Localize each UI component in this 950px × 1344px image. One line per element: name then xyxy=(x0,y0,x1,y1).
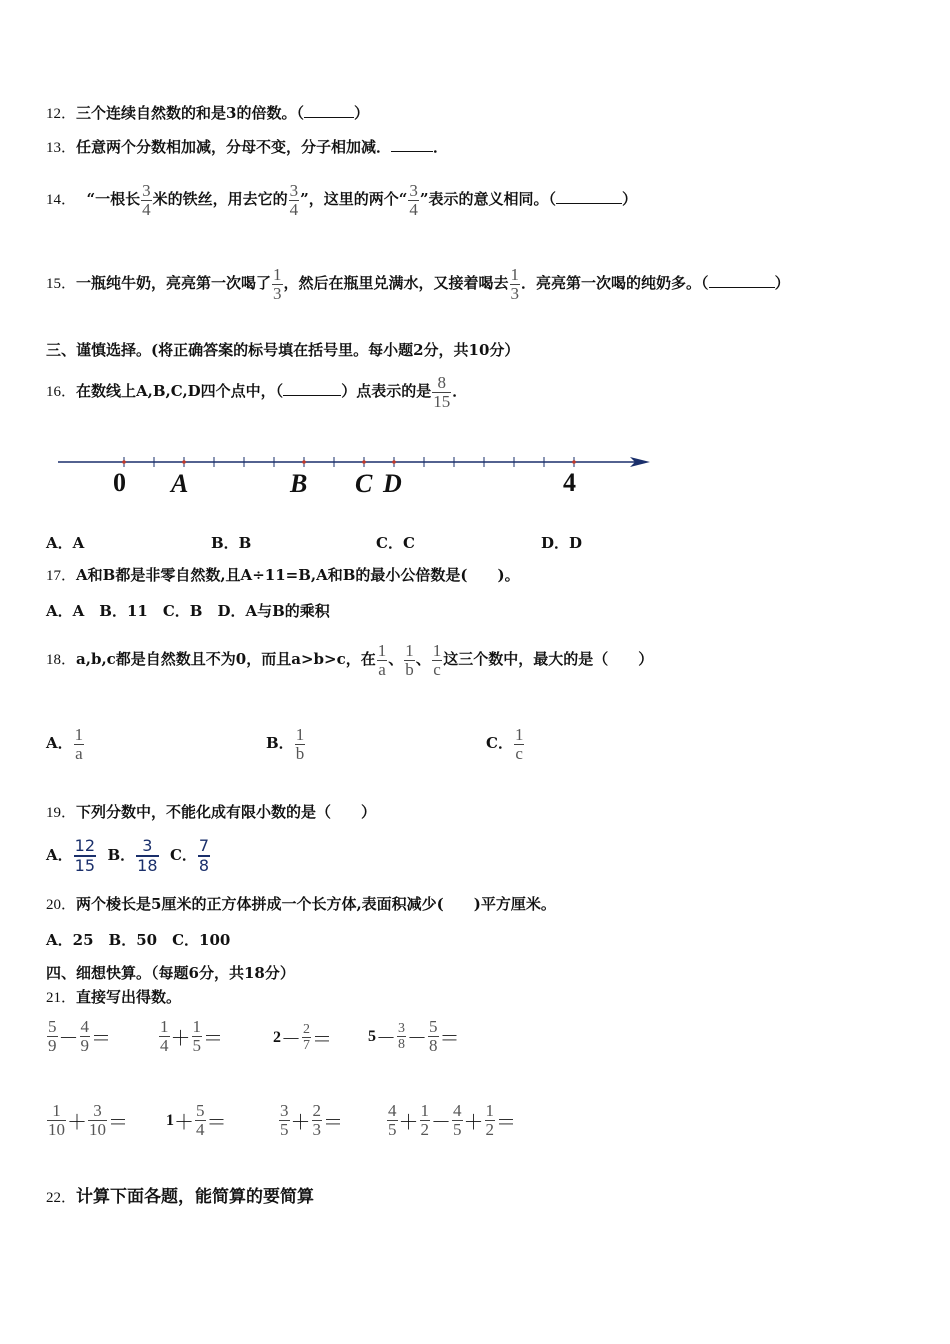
fraction-12-15[interactable] xyxy=(73,837,97,875)
numerator: 8 xyxy=(437,372,446,392)
fraction-3-18[interactable] xyxy=(135,837,159,875)
option-label-a[interactable]: A． xyxy=(46,846,73,864)
option-label: C． xyxy=(486,734,513,752)
numerator: 3 xyxy=(409,180,418,200)
question-19 xyxy=(46,803,376,822)
fraction: $\frac{2}{7}$ xyxy=(303,1022,310,1053)
text-part: 米的铁丝，用去它的 xyxy=(152,190,288,208)
question-17 xyxy=(46,566,520,585)
denominator: 8 xyxy=(198,856,210,875)
text-part: ．亮亮第一次喝的纯奶多。（ xyxy=(521,274,709,292)
question-20 xyxy=(46,895,556,914)
fraction-1-a xyxy=(73,726,86,763)
fraction: $\frac{4}{9}$ xyxy=(80,1017,89,1055)
question-14 xyxy=(46,172,637,227)
option-a[interactable]: A．A xyxy=(46,534,85,552)
question-text: 三个连续自然数的和是3的倍数。（ xyxy=(76,104,304,122)
numerator: 3 xyxy=(142,180,151,200)
question-21 xyxy=(46,988,181,1007)
question-12 xyxy=(46,104,369,123)
denominator: c xyxy=(515,743,523,763)
question-15 xyxy=(46,256,790,311)
paren-close: ） xyxy=(622,190,638,208)
fraction-1-b xyxy=(294,726,307,763)
option-label: B． xyxy=(266,734,294,752)
answer-blank[interactable] xyxy=(556,191,622,204)
calc-2-minus-2-7: 2－ $\frac{2}{7}$ ＝ xyxy=(273,1022,332,1053)
denominator: 4 xyxy=(289,199,299,219)
paren-close: ） xyxy=(774,274,790,292)
section-heading-4: 四、细想快算。（每题6分，共18分） xyxy=(46,964,295,982)
denominator: 18 xyxy=(137,856,158,875)
fraction-7-8[interactable] xyxy=(197,837,211,875)
fraction-8-15 xyxy=(431,374,452,411)
period: ． xyxy=(452,382,468,400)
text-part: ，然后在瓶里兑满水，又接着喝去 xyxy=(283,274,509,292)
fraction: $\frac{5}{4}$ xyxy=(196,1101,205,1139)
text-part: ”，这里的两个“ xyxy=(300,190,408,208)
question-16 xyxy=(46,364,467,419)
numerator: 3 xyxy=(289,180,299,200)
label-b: B xyxy=(290,469,308,498)
separator: 、 xyxy=(415,650,431,668)
numerator: 3 xyxy=(142,836,153,855)
calc-4-5-plus-1-2-minus-4-5-plus-1-2: $\frac{4}{5}$ ＋ $\frac{1}{2}$ － $\frac{4}{5}$ ＋ $\frac{1}{2}$ ＝ xyxy=(388,1101,516,1139)
calc-1-10-plus-3-10: $\frac{1}{10}$ ＋ $\frac{3}{10}$ ＝ xyxy=(48,1101,128,1139)
numerator: 1 xyxy=(295,724,305,744)
text-part: a,b,c都是自然数且不为0，而且a>b>c，在 xyxy=(76,650,376,668)
fraction-1-c xyxy=(513,726,526,763)
text-part: 在数线上A,B,C,D四个点中，（ xyxy=(76,382,284,400)
question-number: 21． xyxy=(46,990,77,1006)
option-d[interactable]: D．D xyxy=(541,534,583,552)
text-part: ”表示的意义相同。（ xyxy=(419,190,557,208)
question-text: 下列分数中，不能化成有限小数的是（ ） xyxy=(76,803,377,821)
question-number: 17． xyxy=(46,568,77,584)
option-label-c[interactable]: C． xyxy=(169,846,197,864)
calc-1-plus-5-4: 1＋ $\frac{5}{4}$ ＝ xyxy=(166,1101,227,1139)
fraction-1-3 xyxy=(271,266,284,303)
numerator: 1 xyxy=(74,724,84,744)
fraction-1-3 xyxy=(509,266,522,303)
fraction: $\frac{1}{2}$ xyxy=(485,1101,494,1139)
text-part: 这三个数中，最大的是（ ） xyxy=(443,650,654,668)
question-number: 22． xyxy=(46,1190,77,1206)
options-row xyxy=(46,830,211,880)
fraction: $\frac{2}{3}$ xyxy=(312,1101,321,1139)
label-a: A xyxy=(171,469,189,498)
option-b[interactable] xyxy=(266,716,306,770)
denominator: 4 xyxy=(142,199,151,219)
option-label: A． xyxy=(46,734,73,752)
option-c[interactable] xyxy=(486,716,525,770)
fraction: $\frac{1}{2}$ xyxy=(420,1101,429,1139)
fraction: $\frac{1}{5}$ xyxy=(192,1017,201,1055)
denominator: 15 xyxy=(74,856,95,875)
fraction: $\frac{3}{5}$ xyxy=(280,1101,289,1139)
question-text: 任意两个分数相加减，分母不变，分子相加减． xyxy=(76,138,392,156)
numerator: 1 xyxy=(405,640,414,660)
text-part: “一根长 xyxy=(86,190,141,208)
options-row[interactable]: A．A B．11 C．B D．A与B的乘积 xyxy=(46,602,330,620)
option-c[interactable]: C．C xyxy=(376,534,415,552)
fraction-3-4 xyxy=(288,182,301,219)
option-b[interactable]: B．B xyxy=(211,534,252,552)
denominator: a xyxy=(378,659,386,679)
fraction-1-a xyxy=(376,642,389,679)
fraction-3-4 xyxy=(140,182,153,219)
answer-blank[interactable] xyxy=(304,105,354,118)
calc-5-minus-3-8-minus-5-8: 5－ $\frac{3}{8}$ － $\frac{5}{8}$ ＝ xyxy=(368,1017,460,1055)
calc-5-9-minus-4-9: $\frac{5}{9}$ － $\frac{4}{9}$ ＝ xyxy=(48,1017,111,1055)
question-text: 直接写出得数。 xyxy=(76,988,182,1006)
question-number: 19． xyxy=(46,805,77,821)
fraction: $\frac{3}{10}$ xyxy=(89,1101,106,1139)
fraction: $\frac{1}{10}$ xyxy=(48,1101,65,1139)
fraction-1-b xyxy=(403,642,416,679)
fraction: $\frac{1}{4}$ xyxy=(160,1017,169,1055)
label-d: D xyxy=(383,469,402,498)
fraction-1-c xyxy=(431,642,444,679)
fraction: $\frac{4}{5}$ xyxy=(453,1101,462,1139)
answer-blank[interactable] xyxy=(283,383,341,396)
section-heading-3: 三、谨慎选择。(将正确答案的标号填在括号里。每小题2分，共10分） xyxy=(46,341,520,359)
label-4: 4 xyxy=(563,468,576,497)
denominator: 4 xyxy=(409,199,418,219)
label-c: C xyxy=(355,469,373,498)
question-number: 15． xyxy=(46,276,77,292)
numerator: 1 xyxy=(432,640,442,660)
question-number: 14． xyxy=(46,192,77,208)
denominator: c xyxy=(433,659,441,679)
answer-blank[interactable] xyxy=(391,139,433,152)
denominator: 3 xyxy=(510,283,520,303)
numerator: 1 xyxy=(273,264,282,284)
option-label-b[interactable]: B． xyxy=(107,846,136,864)
question-number: 16． xyxy=(46,384,77,400)
denominator: b xyxy=(405,659,414,679)
calc-1-4-plus-1-5: $\frac{1}{4}$ ＋ $\frac{1}{5}$ ＝ xyxy=(160,1017,223,1055)
fraction: $\frac{5}{9}$ xyxy=(48,1017,57,1055)
separator: 、 xyxy=(388,650,404,668)
numerator: 1 xyxy=(510,264,520,284)
question-22 xyxy=(46,1188,314,1207)
question-number: 20． xyxy=(46,897,77,913)
question-18 xyxy=(46,632,653,687)
calc-3-5-plus-2-3: $\frac{3}{5}$ ＋ $\frac{2}{3}$ ＝ xyxy=(280,1101,343,1139)
denominator: a xyxy=(75,743,83,763)
question-text: A和B都是非零自然数,且A÷11=B,A和B的最小公倍数是( )。 xyxy=(76,566,520,584)
denominator: b xyxy=(295,743,305,763)
fraction-3-4 xyxy=(407,182,420,219)
period: ． xyxy=(433,138,449,156)
answer-blank[interactable] xyxy=(709,275,775,288)
paren-close: ） xyxy=(353,104,369,122)
question-number: 18． xyxy=(46,652,77,668)
question-number: 13． xyxy=(46,140,77,156)
numerator: 12 xyxy=(74,836,95,855)
text-part: ）点表示的是 xyxy=(341,382,432,400)
numerator: 1 xyxy=(514,724,524,744)
question-text: 计算下面各题，能简算的要简算 xyxy=(76,1187,315,1207)
fraction: $\frac{5}{8}$ xyxy=(429,1017,438,1055)
question-text: 两个棱长是5厘米的正方体拼成一个长方体,表面积减少( )平方厘米。 xyxy=(76,895,556,913)
option-a[interactable] xyxy=(46,716,85,770)
fraction: $\frac{3}{8}$ xyxy=(398,1021,405,1052)
question-13 xyxy=(46,138,448,157)
label-0: 0 xyxy=(113,468,126,497)
denominator: 15 xyxy=(433,391,451,411)
text-part: 一瓶纯牛奶，亮亮第一次喝了 xyxy=(76,274,272,292)
numerator: 7 xyxy=(198,836,210,855)
question-number: 12． xyxy=(46,106,77,122)
denominator: 3 xyxy=(273,283,282,303)
numerator: 1 xyxy=(377,640,387,660)
fraction: $\frac{4}{5}$ xyxy=(388,1101,397,1139)
options-row[interactable]: A．25 B．50 C．100 xyxy=(46,931,231,949)
